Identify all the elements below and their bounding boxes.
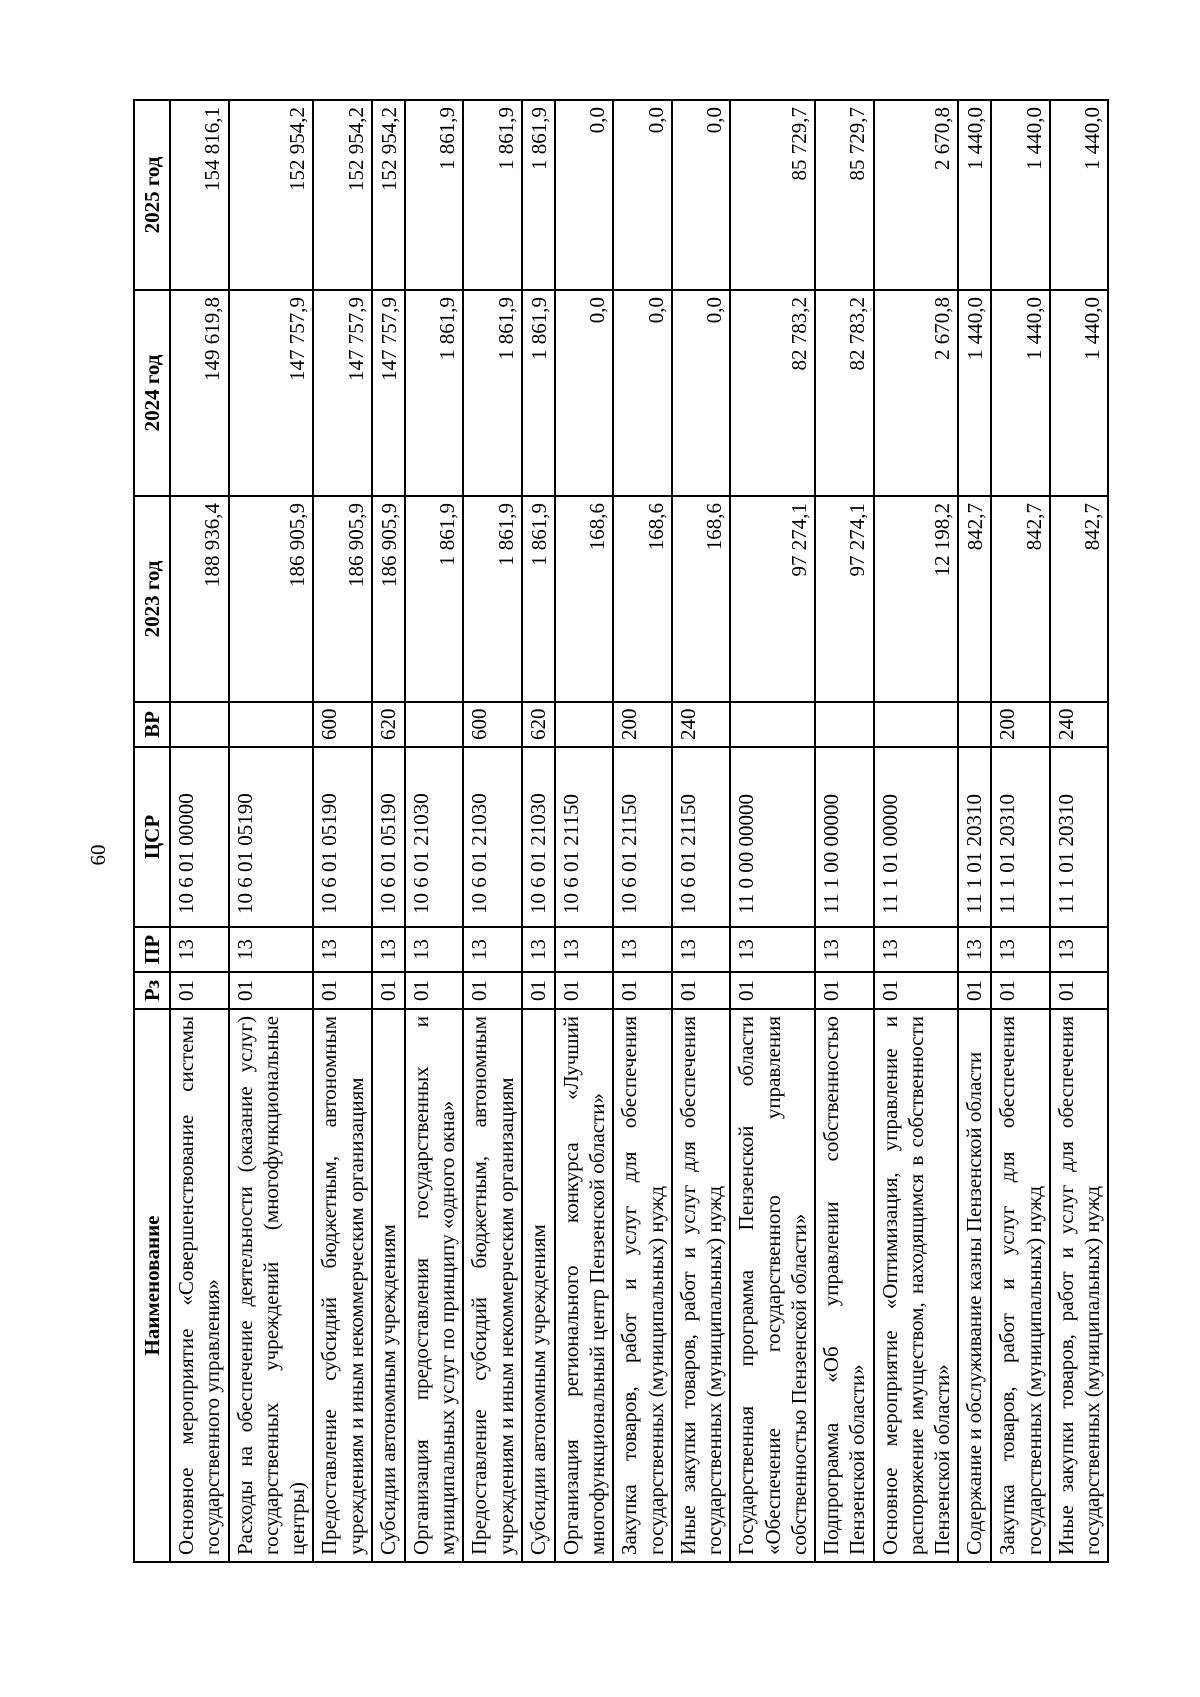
cell-name: Закупка товаров, работ и услуг для обеспечения государственных (муниципальных) нужд [613,1009,672,1562]
cell-vr: 200 [991,702,1050,747]
cell-2024: 1 440,0 [1050,290,1109,496]
cell-vr [730,702,815,747]
header-2024: 2024 год [134,290,170,496]
cell-rz: 01 [613,972,672,1009]
cell-2023: 1 861,9 [463,496,522,702]
cell-2024: 0,0 [672,290,731,496]
cell-rz: 01 [730,972,815,1009]
cell-name: Подпрограмма «Об управлении собственностью Пензенской области» [815,1009,874,1562]
cell-2024: 2 670,8 [874,290,959,496]
cell-rz: 01 [815,972,874,1009]
cell-pr: 13 [815,927,874,972]
table-row [613,100,672,1562]
cell-2023: 12 198,2 [874,496,959,702]
cell-pr: 13 [229,927,314,972]
header-2025: 2025 год [134,100,170,290]
cell-rz: 01 [522,972,555,1009]
cell-csr: 11 1 01 00000 [874,747,959,927]
cell-2025: 0,0 [672,100,731,290]
cell-csr: 10 6 01 05190 [372,747,405,927]
cell-pr: 13 [405,927,464,972]
cell-rz: 01 [1050,972,1109,1009]
cell-pr: 13 [463,927,522,972]
table-row [229,100,314,1562]
cell-2025: 1 861,9 [463,100,522,290]
table-row [522,100,555,1562]
cell-csr: 10 6 01 21150 [613,747,672,927]
cell-csr: 10 6 01 21030 [463,747,522,927]
table-row [1050,100,1109,1562]
cell-2025: 2 670,8 [874,100,959,290]
cell-name: Иные закупки товаров, работ и услуг для обеспечения государственных (муниципальных) нужд [1050,1009,1109,1562]
cell-2025: 0,0 [613,100,672,290]
cell-2024: 1 440,0 [958,290,991,496]
cell-csr: 10 6 01 21150 [555,747,614,927]
cell-2024: 149 619,8 [170,290,229,496]
cell-name: Субсидии автономным учреждениям [372,1009,405,1562]
cell-pr: 13 [555,927,614,972]
cell-name: Организация предоставления государственных и муниципальных услуг по принципу «одного окна» [405,1009,464,1562]
cell-vr: 600 [463,702,522,747]
cell-rz: 01 [229,972,314,1009]
cell-2024: 82 783,2 [815,290,874,496]
cell-csr: 11 1 01 20310 [1050,747,1109,927]
header-rz: Рз [134,972,170,1009]
header-name: Наименование [134,1009,170,1562]
table-row [874,100,959,1562]
cell-vr [229,702,314,747]
cell-2023: 1 861,9 [522,496,555,702]
cell-csr: 11 1 01 20310 [958,747,991,927]
cell-name: Иные закупки товаров, работ и услуг для обеспечения государственных (муниципальных) нужд [672,1009,731,1562]
cell-pr: 13 [313,927,372,972]
header-csr: ЦСР [134,747,170,927]
cell-2025: 85 729,7 [730,100,815,290]
cell-pr: 13 [613,927,672,972]
cell-2023: 186 905,9 [229,496,314,702]
cell-csr: 10 6 01 21030 [522,747,555,927]
cell-2023: 97 274,1 [730,496,815,702]
cell-2023: 168,6 [613,496,672,702]
budget-table-container [133,101,1104,1563]
cell-vr: 620 [522,702,555,747]
cell-2024: 82 783,2 [730,290,815,496]
cell-pr: 13 [1050,927,1109,972]
cell-2023: 842,7 [991,496,1050,702]
budget-table [133,99,1109,1563]
cell-2023: 842,7 [1050,496,1109,702]
cell-vr: 620 [372,702,405,747]
cell-vr: 240 [1050,702,1109,747]
cell-csr: 11 1 00 00000 [815,747,874,927]
cell-pr: 13 [522,927,555,972]
cell-2024: 0,0 [555,290,614,496]
cell-2024: 1 861,9 [463,290,522,496]
cell-csr: 10 6 01 21150 [672,747,731,927]
table-row [555,100,614,1562]
cell-2023: 186 905,9 [313,496,372,702]
cell-rz: 01 [170,972,229,1009]
cell-csr: 10 6 01 05190 [313,747,372,927]
cell-name: Основное мероприятие «Совершенствование системы государственного управления» [170,1009,229,1562]
table-body [170,100,1108,1562]
cell-csr: 10 6 01 00000 [170,747,229,927]
cell-2024: 1 861,9 [522,290,555,496]
table-row [730,100,815,1562]
cell-rz: 01 [463,972,522,1009]
cell-rz: 01 [372,972,405,1009]
header-2023: 2023 год [134,496,170,702]
table-header-row [134,100,170,1562]
cell-vr [874,702,959,747]
table-row [672,100,731,1562]
cell-2024: 147 757,9 [229,290,314,496]
cell-pr: 13 [991,927,1050,972]
cell-2023: 168,6 [672,496,731,702]
cell-2025: 1 440,0 [991,100,1050,290]
table-row [463,100,522,1562]
cell-rz: 01 [874,972,959,1009]
cell-csr: 10 6 01 21030 [405,747,464,927]
table-row [313,100,372,1562]
cell-name: Содержание и обслуживание казны Пензенской области [958,1009,991,1562]
cell-name: Государственная программа Пензенской области «Обеспечение государственного управления собственностью Пензенской области» [730,1009,815,1562]
cell-vr: 200 [613,702,672,747]
cell-name: Субсидии автономным учреждениям [522,1009,555,1562]
cell-2023: 186 905,9 [372,496,405,702]
cell-2025: 0,0 [555,100,614,290]
cell-name: Расходы на обеспечение деятельности (оказание услуг) государственных учреждений (многофункциональные центры) [229,1009,314,1562]
cell-2025: 1 861,9 [405,100,464,290]
cell-2023: 97 274,1 [815,496,874,702]
table-row [405,100,464,1562]
cell-2024: 1 861,9 [405,290,464,496]
cell-vr [815,702,874,747]
table-row [958,100,991,1562]
cell-vr [958,702,991,747]
cell-rz: 01 [555,972,614,1009]
header-pr: ПР [134,927,170,972]
cell-pr: 13 [672,927,731,972]
cell-2023: 168,6 [555,496,614,702]
cell-rz: 01 [958,972,991,1009]
cell-rz: 01 [991,972,1050,1009]
cell-2023: 842,7 [958,496,991,702]
cell-2025: 154 816,1 [170,100,229,290]
table-row [372,100,405,1562]
cell-2025: 152 954,2 [313,100,372,290]
cell-2025: 1 440,0 [958,100,991,290]
cell-pr: 13 [372,927,405,972]
cell-2025: 1 440,0 [1050,100,1109,290]
cell-rz: 01 [672,972,731,1009]
cell-2023: 188 936,4 [170,496,229,702]
cell-2024: 0,0 [613,290,672,496]
cell-vr [405,702,464,747]
cell-pr: 13 [170,927,229,972]
page-number: 60 [86,844,110,866]
table-row [815,100,874,1562]
cell-csr: 10 6 01 05190 [229,747,314,927]
cell-2025: 152 954,2 [229,100,314,290]
cell-vr [555,702,614,747]
cell-2024: 147 757,9 [313,290,372,496]
cell-2025: 1 861,9 [522,100,555,290]
cell-csr: 11 0 00 00000 [730,747,815,927]
table-row [170,100,229,1562]
cell-pr: 13 [874,927,959,972]
cell-name: Основное мероприятие «Оптимизация, управление и распоряжение имуществом, находящимся в собственности Пензенской области» [874,1009,959,1562]
cell-2025: 85 729,7 [815,100,874,290]
table-row [991,100,1050,1562]
cell-name: Организация регионального конкурса «Лучший многофункциональный центр Пензенской области» [555,1009,614,1562]
cell-2024: 147 757,9 [372,290,405,496]
cell-vr: 600 [313,702,372,747]
header-vr: ВР [134,702,170,747]
cell-name: Предоставление субсидий бюджетным, автономным учреждениям и иным некоммерческим организациям [463,1009,522,1562]
cell-vr: 240 [672,702,731,747]
cell-2024: 1 440,0 [991,290,1050,496]
cell-vr [170,702,229,747]
cell-rz: 01 [405,972,464,1009]
cell-pr: 13 [730,927,815,972]
cell-pr: 13 [958,927,991,972]
cell-rz: 01 [313,972,372,1009]
cell-2023: 1 861,9 [405,496,464,702]
cell-name: Закупка товаров, работ и услуг для обеспечения государственных (муниципальных) нужд [991,1009,1050,1562]
cell-2025: 152 954,2 [372,100,405,290]
cell-csr: 11 1 01 20310 [991,747,1050,927]
cell-name: Предоставление субсидий бюджетным, автономным учреждениям и иным некоммерческим организациям [313,1009,372,1562]
